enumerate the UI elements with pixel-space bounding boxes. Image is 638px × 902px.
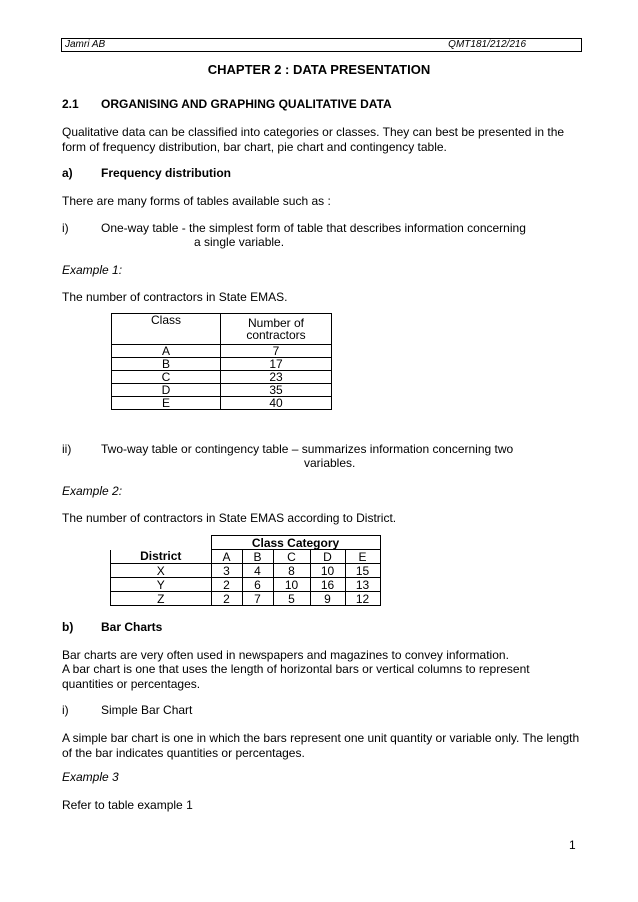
district-header: District	[111, 550, 212, 564]
contingency-table	[110, 535, 381, 606]
example3-label: Example 3	[62, 770, 119, 784]
column-header: B	[242, 550, 273, 564]
tables-intro: There are many forms of tables available such as :	[62, 194, 331, 208]
contractors-table	[111, 313, 332, 410]
column-header: A	[211, 550, 242, 564]
column-header: D	[310, 550, 345, 564]
class-cell: E	[112, 397, 221, 410]
item-i-line1: One-way table - the simplest form of table that describes information concerning	[101, 221, 526, 235]
subsection-b-label: b)	[62, 620, 74, 634]
bar-paragraph-2: A bar chart is one that uses the length of horizontal bars or vertical columns to represent quantities or percentages.	[62, 662, 530, 691]
page-header	[61, 38, 582, 52]
value-cell: 10	[310, 564, 345, 578]
simple-bar-paragraph: A simple bar chart is one in which the bars represent one unit quantity or variable only. The length of the bar indicates quantities or percentages.	[62, 731, 580, 760]
count-header: Number of contractors	[221, 314, 332, 345]
count-cell: 40	[221, 397, 332, 410]
item-simple-title: Simple Bar Chart	[101, 703, 193, 717]
subsection-a-title: Frequency distribution	[101, 166, 232, 180]
count-cell: 7	[221, 345, 332, 358]
value-cell: 12	[345, 592, 380, 606]
class-category-header: Class Category	[211, 536, 380, 550]
value-cell: 2	[211, 578, 242, 592]
intro-paragraph: Qualitative data can be classified into categories or classes. They can best be presented in the form of frequency distribution, bar chart, pie chart and contingency table.	[62, 125, 565, 154]
item-i-label: i)	[62, 221, 69, 235]
item-ii-label: ii)	[62, 442, 72, 456]
district-cell: X	[111, 564, 212, 578]
value-cell: 4	[242, 564, 273, 578]
column-header: C	[273, 550, 310, 564]
table-row	[112, 345, 332, 358]
item-ii-line1: Two-way table or contingency table – summarizes information concerning two	[101, 442, 514, 456]
district-cell: Y	[111, 578, 212, 592]
section-number: 2.1	[62, 97, 79, 111]
table-row	[111, 564, 381, 578]
value-cell: 5	[273, 592, 310, 606]
example2-text: The number of contractors in State EMAS according to District.	[62, 511, 397, 525]
header-author: Jamri AB	[65, 39, 106, 50]
value-cell: 16	[310, 578, 345, 592]
value-cell: 3	[211, 564, 242, 578]
table-row	[112, 371, 332, 384]
class-cell: B	[112, 358, 221, 371]
item-ii-line2: variables.	[304, 456, 356, 470]
example3-text: Refer to table example 1	[62, 798, 193, 812]
chapter-title: CHAPTER 2 : DATA PRESENTATION	[207, 62, 431, 77]
table-row	[111, 592, 381, 606]
value-cell: 7	[242, 592, 273, 606]
value-cell: 6	[242, 578, 273, 592]
class-header: Class	[112, 314, 221, 345]
subsection-b-title: Bar Charts	[101, 620, 163, 634]
value-cell: 10	[273, 578, 310, 592]
table-row	[112, 384, 332, 397]
page-number: 1	[569, 838, 576, 852]
table-row	[112, 358, 332, 371]
count-cell: 35	[221, 384, 332, 397]
value-cell: 9	[310, 592, 345, 606]
value-cell: 15	[345, 564, 380, 578]
example2-label: Example 2:	[62, 484, 123, 498]
example1-label: Example 1:	[62, 263, 123, 277]
table-header-row	[112, 314, 332, 345]
class-cell: C	[112, 371, 221, 384]
district-cell: Z	[111, 592, 212, 606]
value-cell: 8	[273, 564, 310, 578]
table-row	[112, 397, 332, 410]
subsection-a-label: a)	[62, 166, 73, 180]
header-course-code: QMT181/212/216	[448, 39, 526, 50]
count-cell: 23	[221, 371, 332, 384]
value-cell: 2	[211, 592, 242, 606]
bar-paragraph-1: Bar charts are very often used in newspapers and magazines to convey information.	[62, 648, 509, 662]
column-header: E	[345, 550, 380, 564]
item-simple-label: i)	[62, 703, 69, 717]
table-header-row	[111, 536, 381, 550]
class-cell: D	[112, 384, 221, 397]
table-header-row	[111, 550, 381, 564]
count-cell: 17	[221, 358, 332, 371]
example1-text: The number of contractors in State EMAS.	[62, 290, 288, 304]
table-row	[111, 578, 381, 592]
value-cell: 13	[345, 578, 380, 592]
class-cell: A	[112, 345, 221, 358]
section-title: ORGANISING AND GRAPHING QUALITATIVE DATA	[101, 97, 392, 111]
item-i-line2: a single variable.	[194, 235, 285, 249]
